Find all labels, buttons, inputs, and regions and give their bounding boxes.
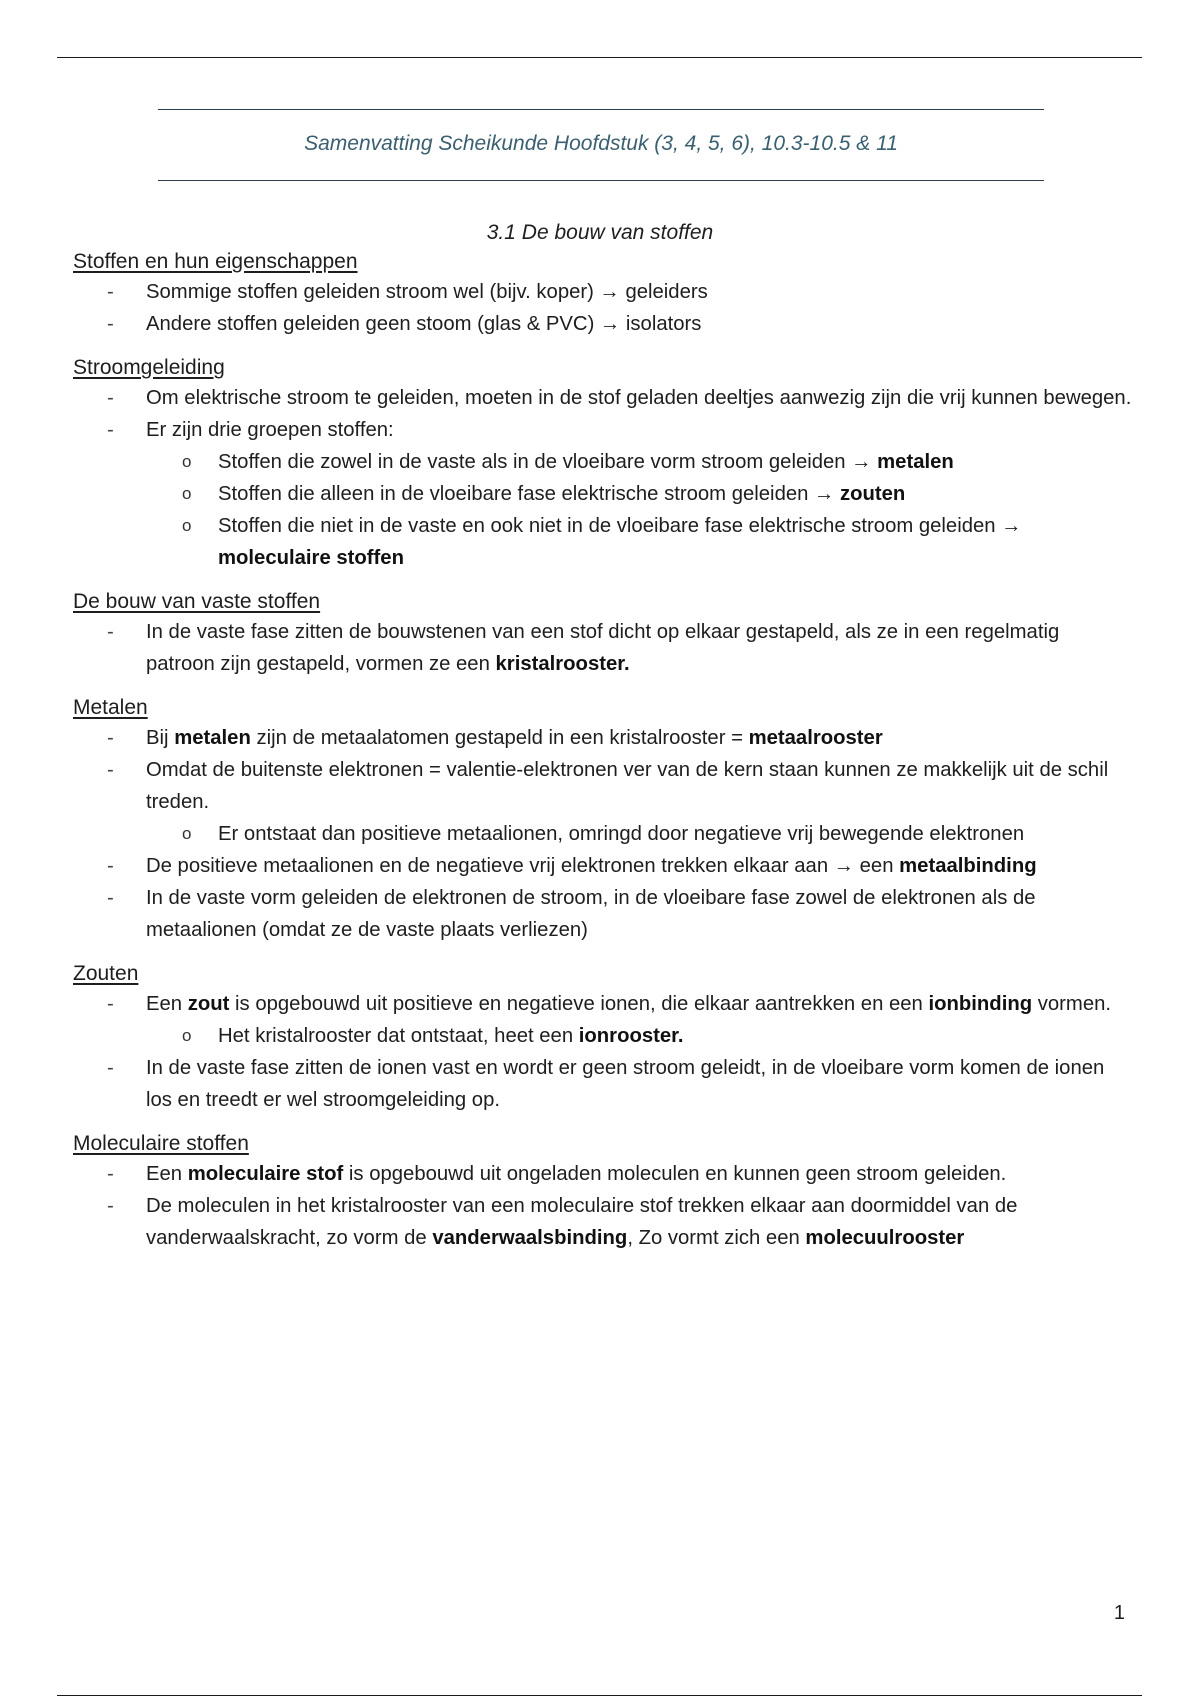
text-run: vormen. xyxy=(1032,993,1112,1015)
text-run: zijn de metaalatomen gestapeld in een kristalrooster = xyxy=(250,727,749,749)
document-body xyxy=(73,248,1133,1268)
page-bottom-rule xyxy=(57,1695,1142,1696)
section-block xyxy=(73,354,1133,574)
bold-term: moleculaire stof xyxy=(187,1163,344,1185)
sub-bullet-list xyxy=(146,1020,1133,1052)
bullet-item xyxy=(73,1190,1133,1254)
bullet-item xyxy=(73,988,1133,1052)
sub-bullet-item xyxy=(145,510,1133,574)
sub-bullet-list xyxy=(146,446,1133,574)
text-run: Stoffen die alleen in de vloeibare fase elektrische stroom geleiden → xyxy=(218,483,840,505)
bullet-item xyxy=(73,308,1133,340)
text-run: Er ontstaat dan positieve metaalionen, omringd door negatieve vrij bewegende elektronen xyxy=(218,823,1025,845)
bold-term: ionbinding xyxy=(928,993,1033,1015)
text-run: is opgebouwd uit ongeladen moleculen en kunnen geen stroom geleiden. xyxy=(343,1163,1007,1185)
text-run: Om elektrische stroom te geleiden, moeten in de stof geladen deeltjes aanwezig zijn die vrij kunnen bewegen. xyxy=(146,387,1132,409)
text-run: Bij xyxy=(146,727,175,749)
bullet-item xyxy=(73,850,1133,882)
document-title: Samenvatting Scheikunde Hoofdstuk (3, 4, 5, 6), 10.3-10.5 & 11 xyxy=(304,132,898,155)
bold-term: zout xyxy=(187,993,230,1015)
section-block xyxy=(73,248,1133,340)
section-heading: Zouten xyxy=(73,962,139,985)
bullet-item xyxy=(73,722,1133,754)
text-run: , Zo vormt zich een xyxy=(627,1227,806,1249)
bold-term: ionrooster. xyxy=(578,1025,684,1047)
text-run: In de vaste fase zitten de bouwstenen van een stof dicht op elkaar gestapeld, als ze in een regelmatig patroon zijn gestapeld, vormen ze een xyxy=(146,621,1060,675)
bold-term: zouten xyxy=(839,483,906,505)
sub-bullet-item xyxy=(145,1020,1133,1052)
text-run: Andere stoffen geleiden geen stoom (glas & PVC) → isolators xyxy=(146,313,702,335)
title-top-rule xyxy=(158,109,1044,110)
bullet-item xyxy=(73,882,1133,946)
section-heading: De bouw van vaste stoffen xyxy=(73,590,321,613)
section-heading: Moleculaire stoffen xyxy=(73,1132,249,1155)
sub-bullet-item xyxy=(145,478,1133,510)
bullet-list xyxy=(73,382,1133,574)
section-heading: Stoffen en hun eigenschappen xyxy=(73,250,358,273)
bullet-list xyxy=(73,276,1133,340)
page-number: 1 xyxy=(1113,1602,1125,1624)
text-run: Stoffen die niet in de vaste en ook niet in de vloeibare fase elektrische stroom geleiden → xyxy=(218,515,1022,537)
sub-bullet-item xyxy=(145,446,1133,478)
sub-bullet-list xyxy=(146,818,1133,850)
text-run: Sommige stoffen geleiden stroom wel (bijv. koper) → geleiders xyxy=(146,281,708,303)
text-run: Omdat de buitenste elektronen = valentie-elektronen ver van de kern staan kunnen ze makkelijk uit de schil treden. xyxy=(146,759,1109,813)
bold-term: metalen xyxy=(174,727,251,749)
bold-term: metalen xyxy=(877,451,954,473)
bullet-list xyxy=(73,988,1133,1116)
sub-bullet-item xyxy=(145,818,1133,850)
text-run: Stoffen die zowel in de vaste als in de vloeibare vorm stroom geleiden → xyxy=(218,451,878,473)
section-heading: Metalen xyxy=(73,696,148,719)
section-block xyxy=(73,960,1133,1116)
page-top-rule xyxy=(57,57,1142,58)
section-block xyxy=(73,588,1133,680)
text-run: De moleculen in het kristalrooster van een moleculaire stof trekken elkaar aan doormiddel van de vanderwaalskracht, zo vorm de xyxy=(146,1195,1018,1249)
bold-term: kristalrooster. xyxy=(495,653,630,675)
bullet-item xyxy=(73,1158,1133,1190)
text-run: De positieve metaalionen en de negatieve vrij elektronen trekken elkaar aan → een xyxy=(146,855,900,877)
text-run: Een xyxy=(146,993,188,1015)
text-run: In de vaste fase zitten de ionen vast en wordt er geen stroom geleidt, in de vloeibare vorm komen de ionen los en treedt er wel stroomgeleiding op. xyxy=(146,1057,1105,1111)
bold-term: metaalbinding xyxy=(899,855,1037,877)
title-bottom-rule xyxy=(158,180,1044,181)
bullet-item xyxy=(73,754,1133,850)
text-run: Het kristalrooster dat ontstaat, heet een xyxy=(218,1025,579,1047)
bullet-list xyxy=(73,722,1133,946)
text-run: is opgebouwd uit positieve en negatieve ionen, die elkaar aantrekken en een xyxy=(229,993,929,1015)
section-title: 3.1 De bouw van stoffen xyxy=(486,221,714,244)
text-run: Een xyxy=(146,1163,188,1185)
bullet-item xyxy=(73,276,1133,308)
section-heading: Stroomgeleiding xyxy=(73,356,225,379)
section-block xyxy=(73,694,1133,946)
bold-term: metaalrooster xyxy=(748,727,883,749)
section-block xyxy=(73,1130,1133,1254)
bullet-list xyxy=(73,616,1133,680)
bullet-item xyxy=(73,414,1133,574)
bold-term: moleculaire stoffen xyxy=(218,547,404,569)
bullet-item xyxy=(73,616,1133,680)
bold-term: molecuulrooster xyxy=(805,1227,965,1249)
bold-term: vanderwaalsbinding xyxy=(432,1227,628,1249)
text-run: In de vaste vorm geleiden de elektronen de stroom, in de vloeibare fase zowel de elektronen als de metaalionen (omdat ze de vaste plaats verliezen) xyxy=(146,887,1036,941)
text-run: Er zijn drie groepen stoffen: xyxy=(146,419,394,441)
bullet-item xyxy=(73,1052,1133,1116)
bullet-list xyxy=(73,1158,1133,1254)
bullet-item xyxy=(73,382,1133,414)
